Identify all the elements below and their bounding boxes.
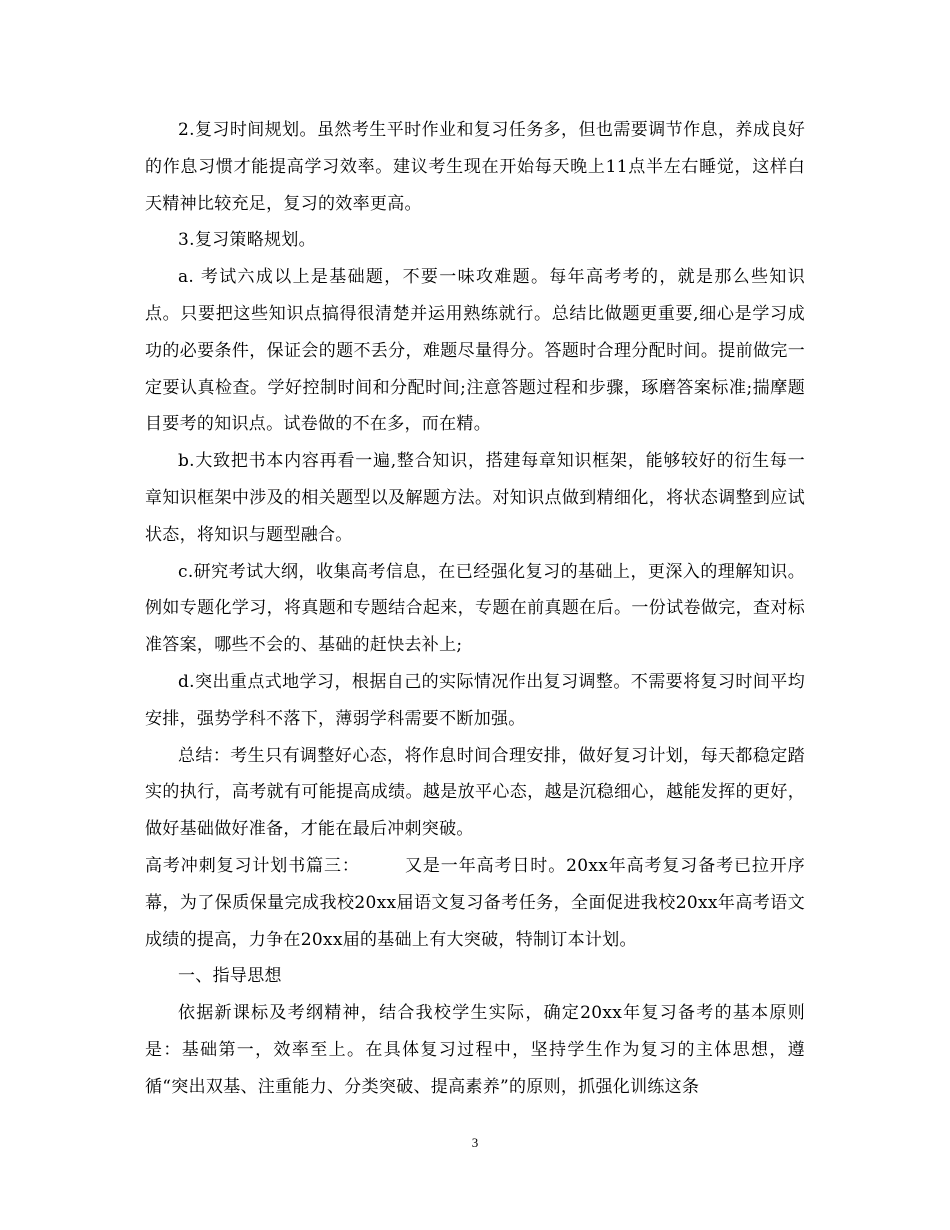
paragraph-strategy-b: b.大致把书本内容再看一遍,整合知识，搭建每章知识框架，能够较好的衍生每一章知识框架中涉及的相关题型以及解题方法。对知识点做到精细化，将状态调整到应试状态，将知识与题型融合。 <box>145 451 805 545</box>
section-heading-guiding-ideology: 一、指导思想 <box>178 966 282 987</box>
page-number: 3 <box>471 1135 479 1150</box>
paragraph-strategy-heading: 3.复习策略规划。 <box>178 230 316 251</box>
paragraph-strategy-a: a. 考试六成以上是基础题，不要一味攻难题。每年高考考的，就是那么些知识点。只要把这些知识点搞得很清楚并运用熟练就行。总结比做题更重要,细心是学习成功的必要条件，保证会的题不丢分，难题尽量得分。答题时合理分配时间。提前做完一定要认真检查。学好控制时间和分配时间;注意答题过程和步骤，琢磨答案标准;揣摩题目要考的知识点。试卷做的不在多，而在精。 <box>145 267 805 435</box>
paragraph-summary: 总结：考生只有调整好心态，将作息时间合理安排，做好复习计划，每天都稳定踏实的执行，高考就有可能提高成绩。越是放平心态，越是沉稳细心，越能发挥的更好，做好基础做好准备，才能在最后冲刺突破。 <box>145 745 805 840</box>
paragraph-strategy-d: d.突出重点式地学习，根据自己的实际情况作出复习调整。不需要将复习时间平均安排，强势学科不落下，薄弱学科需要不断加强。 <box>145 671 805 729</box>
paragraph-guiding-ideology: 依据新课标及考纲精神，结合我校学生实际，确定20xx年复习备考的基本原则是：基础第一，效率至上。在具体复习过程中，坚持学生作为复习的主体思想，遵循“突出双基、注重能力、分类突破、提高素养”的原则，抓强化训练这条 <box>145 1003 805 1097</box>
paragraph-part-three-intro: 高考冲刺复习计划书篇三： 又是一年高考日时。20xx年高考复习备考已拉开序幕，为了保质保量完成我校20xx届语文复习备考任务，全面促进我校20xx年高考语文成绩的提高，力争在20xx届的基础上有大突破，特制订本计划。 <box>145 855 805 950</box>
paragraph-strategy-c: c.研究考试大纲，收集高考信息，在已经强化复习的基础上，更深入的理解知识。例如专题化学习，将真题和专题结合起来，专题在前真题在后。一份试卷做完，查对标准答案，哪些不会的、基础的赶快去补上; <box>145 561 805 656</box>
body-text <box>145 112 805 1106</box>
paragraph-time-planning: 2.复习时间规划。虽然考生平时作业和复习任务多，但也需要调节作息，养成良好的作息习惯才能提高学习效率。建议考生现在开始每天晚上11点半左右睡觉，这样白天精神比较充足，复习的效率更高。 <box>145 120 805 214</box>
